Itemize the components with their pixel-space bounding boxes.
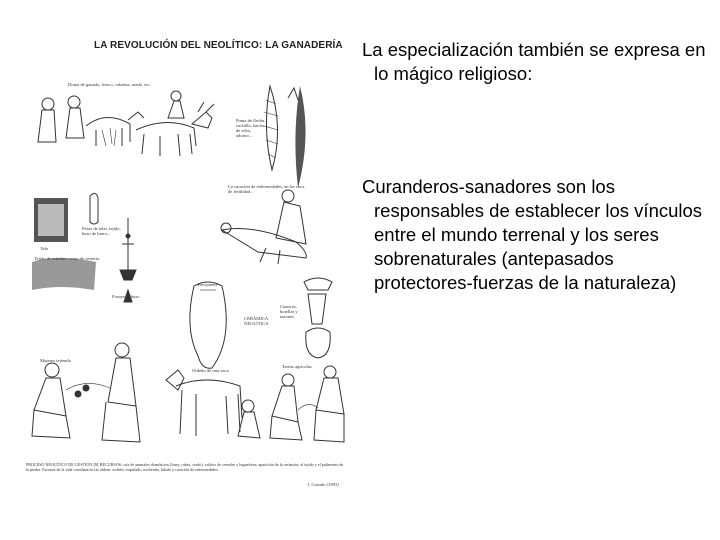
tasks-scene [270, 366, 344, 442]
caption-spindle: Fusayola, huso [112, 294, 140, 299]
caption-weapons: Punta de flecha, cuchillo, hacha de sílex, adorno... [236, 118, 266, 138]
slide-text [362, 38, 714, 295]
caption-herding: Doma de ganado, fresco, cabañas, arado, etc. [68, 82, 151, 87]
healer-scene [221, 190, 306, 264]
neolithic-plate [26, 38, 354, 492]
plate-title: LA REVOLUCIÓN DEL NEOLÍTICO: LA GANADERÍA [94, 40, 343, 51]
paragraph-healers: Curanderos-sanadores son los responsables de establecer los vínculos entre el mundo terrenal y los seres sobrenaturales (antepasados protectores-fuerzas de la naturaleza) [362, 176, 703, 293]
plate-illustrations [26, 38, 354, 492]
caption-cups: Cuencos, botellas y tazones [280, 304, 298, 319]
caption-healer: La curación de enfermedades, en los ritos de fertilidad... [228, 184, 305, 194]
milking-scene [166, 370, 260, 438]
plate-footnote: PROCESO NEOLÍTICO DE GESTIÓN DE RECURSOS: cría de animales domésticos (buey, cabra, cerdo), cultivo de cereales y legumbres; aparición de la cerámica, el tejido y el pulimento de la piedra. Escenas de la vida cotidiana en las aldeas: ordeño, esquilado, molienda, hilado y curación de enfermedades. [26, 462, 344, 473]
plate-credit: J. Casado (1993) [307, 482, 339, 487]
loom [32, 193, 98, 290]
small-pots [304, 278, 332, 358]
caption-women: Mujeres tejiendo [40, 358, 71, 363]
caption-basket: Tejido de mimbre: cesto de cestería [34, 256, 100, 261]
caption-milking: Ordeño de una vaca [192, 368, 229, 373]
caption-pottery: CERÁMICA NEOLÍTICA [244, 316, 269, 326]
caption-vessel: Recipiente [198, 282, 218, 287]
caption-textile: Tela [40, 246, 48, 251]
caption-tasks: Tareas agrícolas [282, 364, 312, 369]
caption-loom: Pesas de telar, tejido, huso de barro... [82, 226, 121, 236]
flint-tools [264, 86, 306, 188]
pottery-vessel [190, 282, 226, 368]
paragraph-magic-religious: La especialización también se expresa en lo mágico religioso: [362, 39, 706, 84]
herding-scene [38, 91, 214, 156]
